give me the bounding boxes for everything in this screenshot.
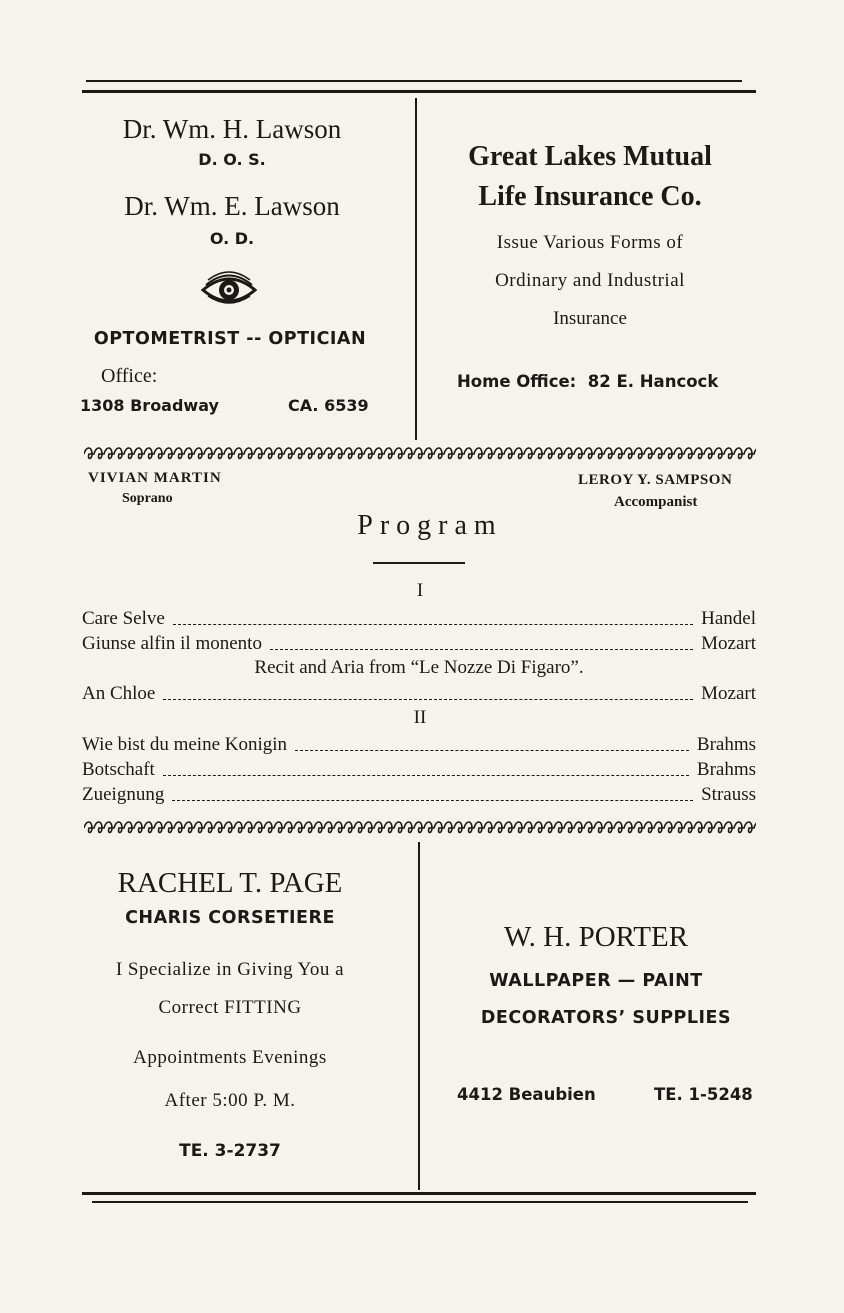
decorative-wave-rule-top [84, 446, 756, 462]
insurance-name-line2: Life Insurance Co. [478, 181, 702, 212]
performer-left-name: VIVIAN MARTIN [88, 470, 222, 486]
lawson-degree-1: D. O. S. [198, 150, 266, 169]
top-rule-thick [82, 90, 756, 93]
page-line3: Appointments Evenings [133, 1047, 327, 1068]
program-item [82, 631, 756, 655]
eye-icon [200, 270, 258, 310]
performer-left-role: Soprano [122, 491, 173, 506]
page-phone: TE. 3-2737 [179, 1141, 281, 1161]
insurance-desc-line3: Insurance [553, 308, 627, 329]
insurance-name-line1: Great Lakes Mutual [468, 141, 712, 172]
dotted-leader [163, 775, 689, 776]
dotted-leader [173, 624, 693, 625]
insurance-desc-line2: Ordinary and Industrial [495, 270, 685, 291]
lawson-phone: CA. 6539 [288, 396, 369, 415]
program-item-composer: Handel [701, 608, 756, 629]
porter-line1: WALLPAPER — PAINT [489, 971, 703, 991]
page-line2: Correct FITTING [158, 997, 302, 1018]
page-line4: After 5:00 P. M. [164, 1090, 296, 1111]
program-item-title: Zueignung [82, 784, 165, 805]
insurance-home-office: Home Office: 82 E. Hancock [457, 372, 719, 391]
lawson-degree-2: O. D. [209, 229, 255, 248]
top-rule-thin [86, 80, 742, 82]
program-title-underline [373, 562, 465, 564]
program-recit-note: Recit and Aria from “Le Nozze Di Figaro”. [254, 657, 584, 678]
porter-line2: DECORATORS’ SUPPLIES [480, 1008, 732, 1028]
program-title: Program [357, 510, 503, 541]
lawson-name-1: Dr. Wm. H. Lawson [122, 114, 342, 144]
porter-address: 4412 Beaubien [457, 1085, 596, 1104]
performer-right-name: LEROY Y. SAMPSON [578, 472, 733, 488]
dotted-leader [295, 750, 689, 751]
porter-name: W. H. PORTER [503, 921, 689, 953]
program-item [82, 782, 756, 806]
bottom-rule-thick [82, 1192, 756, 1195]
program-item-title: An Chloe [82, 683, 156, 704]
program-item-composer: Strauss [701, 784, 756, 805]
dotted-leader [163, 699, 693, 700]
program-item-composer: Brahms [696, 759, 756, 780]
program-item-composer: Mozart [701, 683, 756, 704]
program-item [82, 757, 756, 781]
page-subtitle: CHARIS CORSETIERE [125, 908, 335, 928]
program-section-2: II [413, 707, 427, 728]
dotted-leader [270, 649, 693, 650]
program-item-title: Botschaft [82, 759, 155, 780]
page-name: RACHEL T. PAGE [117, 867, 343, 899]
lawson-address: 1308 Broadway [80, 396, 219, 415]
program-item-composer: Mozart [701, 633, 756, 654]
dotted-leader [172, 800, 693, 801]
lawson-office-label: Office: [101, 365, 158, 387]
page-line1: I Specialize in Giving You a [115, 959, 345, 980]
lawson-name-2: Dr. Wm. E. Lawson [124, 191, 340, 221]
lawson-title: OPTOMETRIST -- OPTICIAN [93, 329, 367, 349]
top-column-divider [415, 98, 417, 440]
program-item-title: Wie bist du meine Konigin [82, 734, 288, 755]
program-item [82, 681, 756, 705]
porter-phone: TE. 1-5248 [654, 1085, 753, 1104]
program-item [82, 606, 756, 630]
program-section-1: I [416, 580, 424, 601]
insurance-desc-line1: Issue Various Forms of [496, 232, 684, 253]
program-item-title: Giunse alfin il monento [82, 633, 262, 654]
bottom-rule-thin [92, 1201, 748, 1203]
decorative-wave-rule-bottom [84, 820, 756, 836]
program-item-composer: Brahms [696, 734, 756, 755]
performer-right-role: Accompanist [614, 494, 698, 510]
program-item [82, 732, 756, 756]
program-item-title: Care Selve [82, 608, 165, 629]
bottom-column-divider [418, 842, 420, 1190]
